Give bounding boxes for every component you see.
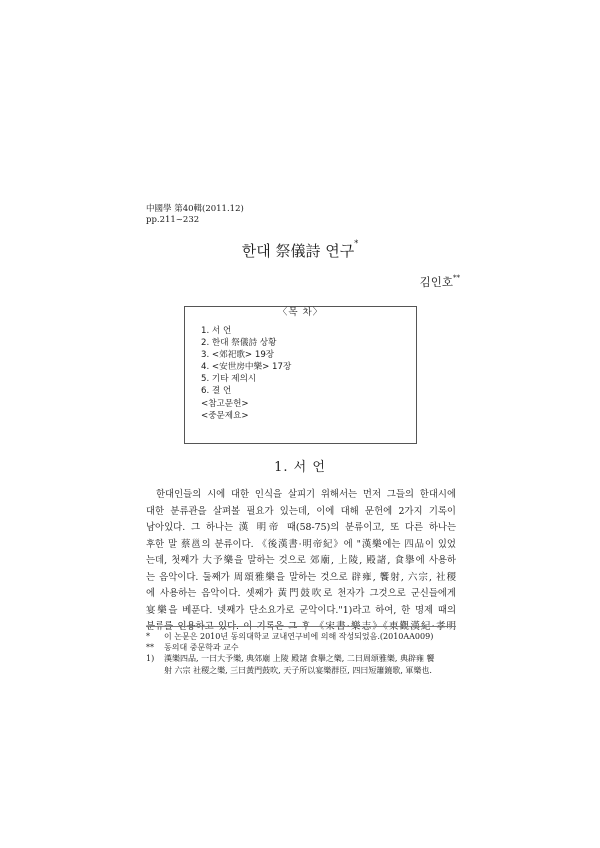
- journal-pages: pp.211~232: [146, 215, 200, 225]
- journal-info: [146, 204, 244, 226]
- footnote-text: 漢樂四品, 一曰大予樂, 典郊廟 上陵 殿諸 食擧之樂, 二曰周頌雅樂, 典辟雍 饗: [164, 654, 435, 664]
- body-line: 분류를 인용하고 있다. 이 기록은 그 후 《宋書·樂志》《東觀漢紀·孝明: [146, 621, 456, 632]
- toc-item: 3. <郊祀歌> 19장: [201, 350, 275, 361]
- journal-volume: 中國學 第40輯(2011.12): [146, 204, 244, 214]
- toc-item: 5. 기타 제의시: [201, 374, 257, 385]
- author: [420, 274, 460, 290]
- author-footnote-mark: **: [453, 274, 460, 282]
- toc-item: 1. 서 언: [201, 326, 232, 336]
- toc-item: 6. 결 언: [201, 386, 232, 397]
- author-name: 김인호: [419, 275, 453, 289]
- toc-item: 2. 한대 祭儀詩 상황: [201, 338, 277, 349]
- body-paragraph: [146, 487, 456, 636]
- footnote-divider: [146, 626, 456, 627]
- toc-item: <참고문헌>: [201, 398, 249, 409]
- table-of-contents: [184, 306, 417, 444]
- footnote: [146, 631, 456, 642]
- toc-heading: 〈목 차〉: [185, 300, 416, 319]
- footnote-mark: **: [146, 643, 154, 653]
- paper-title-text: 한대 祭儀詩 연구: [241, 242, 355, 260]
- title-footnote-mark: *: [354, 239, 359, 248]
- toc-list: [201, 325, 291, 422]
- body-line: 에 사용하는 음악이다. 셋째가 黃門鼓吹로 천자가 그것으로 군신들에게: [146, 588, 456, 599]
- toc-item: 4. <安世房中樂> 17장: [201, 362, 292, 373]
- paper-title: [0, 240, 600, 261]
- footnote-mark: *: [146, 632, 150, 641]
- toc-item: <중문제요>: [201, 410, 249, 421]
- body-line: 는데, 첫째가 大予樂을 말하는 것으로 郊廟, 上陵, 殿諸, 食擧에 사용하: [146, 555, 456, 566]
- body-line: 宴樂을 베푼다. 넷째가 단소요가로 군악이다."1)라고 하여, 한 명제 때의: [146, 604, 456, 616]
- body-line: 는 음악이다. 둘째가 周頌雅樂을 말하는 것으로 辟雍, 饗射, 六宗, 社稷: [146, 571, 456, 583]
- body-line: 남아있다. 그 하나는 漢 明帝 때(58-75)의 분류이고, 또 다른 하나는: [146, 522, 456, 533]
- footnotes: [146, 631, 456, 676]
- footnote: [146, 642, 456, 653]
- footnote-text: 동의대 중문학과 교수: [164, 643, 239, 653]
- body-line: 대한 분류관을 살펴볼 필요가 있는데, 이에 대해 문헌에 2가지 기록이: [146, 505, 456, 517]
- footnote-continuation: 射 六宗 社稷之樂, 三曰黃門鼓吹, 天子所以宴樂群臣, 四曰短簫鐃歌, 軍樂也.: [164, 665, 432, 675]
- footnote: [146, 653, 456, 664]
- body-line: 후한 말 蔡邕의 분류이다. 《後漢書·明帝紀》에 "漢樂에는 四品이 있었: [146, 538, 456, 550]
- footnote-mark: 1): [146, 654, 155, 664]
- section-heading: 1. 서 언: [274, 460, 326, 475]
- body-line: 한대인들의 시에 대한 인식을 살피기 위해서는 먼저 그들의 한대시에: [156, 489, 456, 500]
- footnote-text: 이 논문은 2010년 동의대학교 교내연구비에 의해 작성되었음.(2010AA009): [164, 632, 434, 641]
